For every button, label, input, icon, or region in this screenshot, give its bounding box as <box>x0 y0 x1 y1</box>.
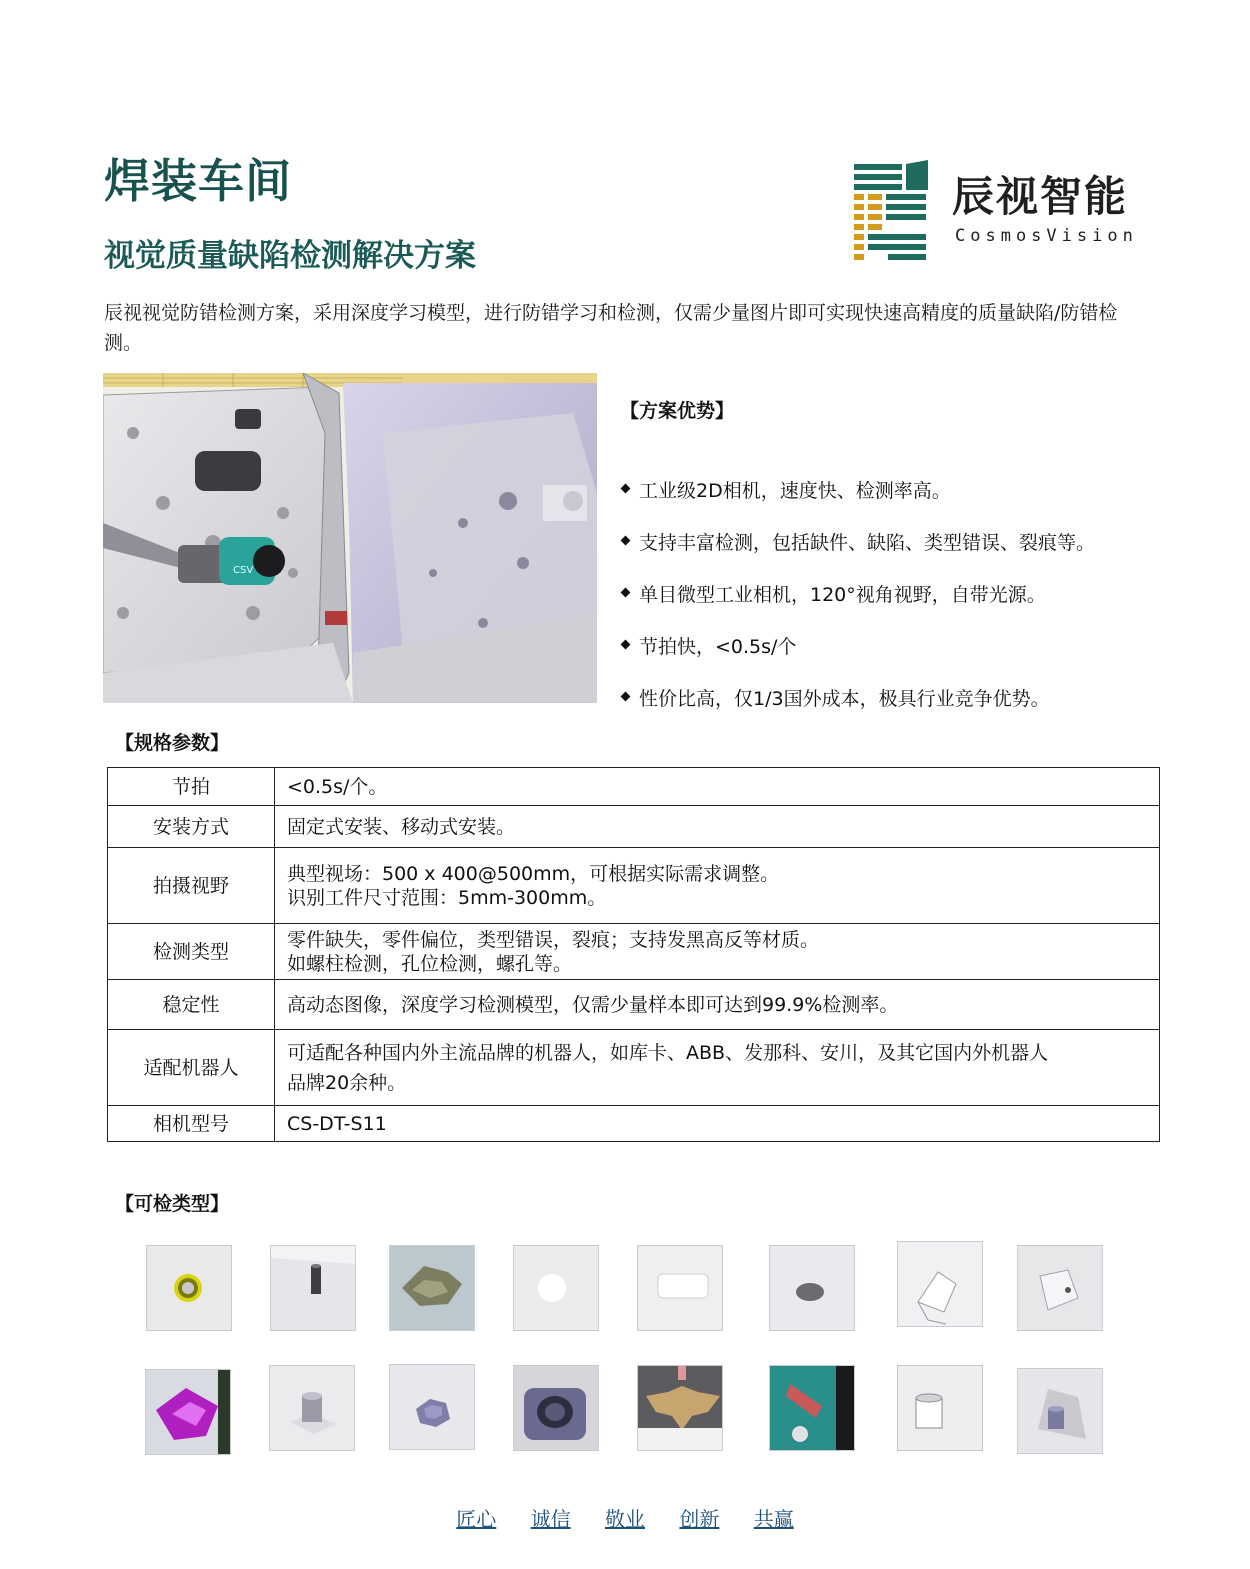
table-row <box>108 980 1160 1030</box>
spec-key: 适配机器人 <box>108 1030 275 1106</box>
spec-key: 检测类型 <box>108 924 275 980</box>
sample-thumbnail <box>269 1365 355 1451</box>
logo-name-cn: 辰视智能 <box>952 172 1129 221</box>
types-heading: 【可检类型】 <box>115 1193 230 1215</box>
sample-thumbnail <box>270 1245 356 1331</box>
table-row <box>108 806 1160 848</box>
spec-value: 高动态图像，深度学习检测模型，仅需少量样本即可达到99.9%检测率。 <box>275 980 1160 1030</box>
advantage-item: 性价比高，仅1/3国外成本，极具行业竞争优势。 <box>618 684 1218 736</box>
advantage-item: 单目微型工业相机，120°视角视野，自带光源。 <box>618 580 1218 632</box>
sample-thumbnail <box>389 1245 475 1331</box>
bullet-icon <box>621 484 631 494</box>
footer-link[interactable]: 匠心 <box>456 1507 497 1531</box>
spec-key: 拍摄视野 <box>108 848 275 924</box>
spec-key: 相机型号 <box>108 1106 275 1142</box>
sample-thumbnail <box>513 1245 599 1331</box>
page-title: 焊装车间 <box>104 154 292 208</box>
page-subtitle: 视觉质量缺陷检测解决方案 <box>104 238 476 274</box>
footer-link[interactable]: 创新 <box>679 1507 720 1531</box>
bullet-icon <box>621 588 631 598</box>
spec-key: 节拍 <box>108 768 275 806</box>
bullet-icon <box>621 640 631 650</box>
table-row <box>108 768 1160 806</box>
advantage-item: 工业级2D相机，速度快、检测率高。 <box>618 476 1218 528</box>
table-row <box>108 848 1160 924</box>
spec-value: 可适配各种国内外主流品牌的机器人，如库卡、ABB、发那科、安川，及其它国内外机器人 品牌20余种。 <box>275 1030 1160 1106</box>
sample-thumbnail <box>637 1365 723 1451</box>
bullet-icon <box>621 692 631 702</box>
table-row <box>108 1030 1160 1106</box>
spec-key: 安装方式 <box>108 806 275 848</box>
sample-thumbnail <box>145 1369 231 1455</box>
sample-thumbnail <box>769 1245 855 1331</box>
sample-thumbnail <box>513 1365 599 1451</box>
sample-thumbnail <box>637 1245 723 1331</box>
advantage-item: 节拍快，<0.5s/个 <box>618 632 1218 684</box>
sample-thumbnail <box>897 1241 983 1327</box>
sample-thumbnail <box>897 1365 983 1451</box>
footer-link[interactable]: 共赢 <box>753 1507 794 1531</box>
spec-value: CS-DT-S11 <box>275 1106 1160 1142</box>
specs-heading: 【规格参数】 <box>115 732 230 754</box>
spec-value: 固定式安装、移动式安装。 <box>275 806 1160 848</box>
spec-value: 典型视场：500 x 400@500mm，可根据实际需求调整。 识别工件尺寸范围：5mm-300mm。 <box>275 848 1160 924</box>
sample-thumbnail <box>389 1364 475 1450</box>
sample-thumbnail <box>1017 1368 1103 1454</box>
footer-link[interactable]: 诚信 <box>530 1507 571 1531</box>
table-row <box>108 1106 1160 1142</box>
advantages-heading: 【方案优势】 <box>620 400 735 422</box>
hero-image <box>103 373 597 703</box>
spec-value: 零件缺失，零件偏位，类型错误，裂痕；支持发黑高反等材质。 如螺柱检测，孔位检测，螺孔等。 <box>275 924 1160 980</box>
spec-value: <0.5s/个。 <box>275 768 1160 806</box>
bullet-icon <box>621 536 631 546</box>
logo-mark <box>852 160 932 264</box>
footer-link[interactable]: 敬业 <box>605 1507 645 1531</box>
advantages-list <box>618 476 1218 736</box>
sample-thumbnail <box>1017 1245 1103 1331</box>
table-row <box>108 924 1160 980</box>
logo-name-en: CosmosVision <box>955 226 1138 246</box>
spec-key: 稳定性 <box>108 980 275 1030</box>
intro-paragraph: 辰视视觉防错检测方案，采用深度学习模型，进行防错学习和检测，仅需少量图片即可实现快速高精度的质量缺陷/防错检测。 <box>104 302 1118 354</box>
specs-table <box>107 767 1160 1142</box>
footer-slogans <box>0 1503 1250 1532</box>
advantage-item: 支持丰富检测，包括缺件、缺陷、类型错误、裂痕等。 <box>618 528 1218 580</box>
sample-thumbnail <box>146 1245 232 1331</box>
sample-thumbnail <box>769 1365 855 1451</box>
camera-label: CSV <box>233 565 254 576</box>
